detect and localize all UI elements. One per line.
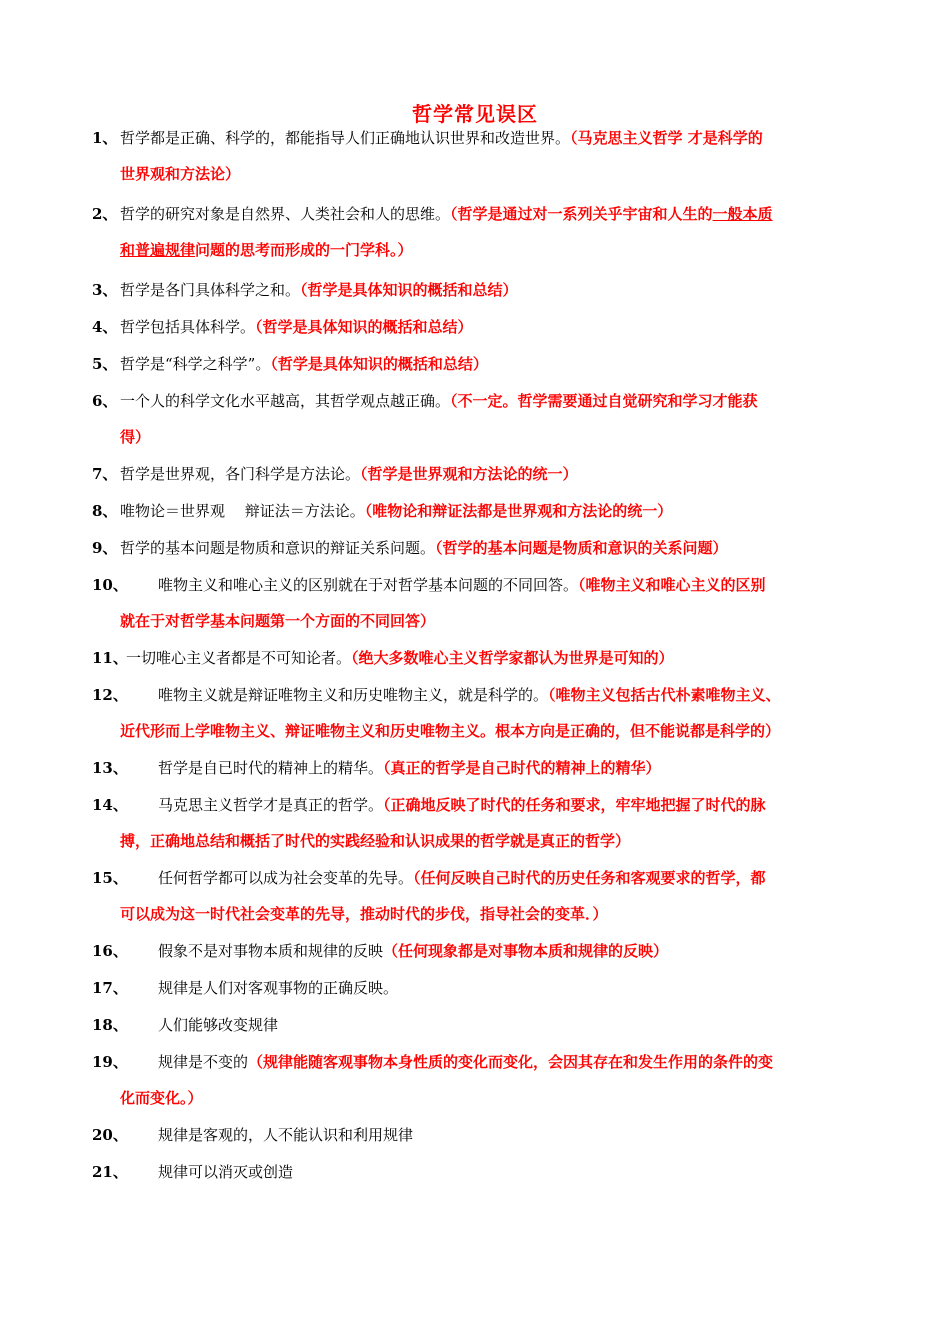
item-number: 11、 <box>92 649 128 667</box>
list-item <box>92 791 868 855</box>
item-correction: （哲学的基本问题是物质和意识的关系问题） <box>435 539 728 557</box>
item-correction: （哲学是世界观和方法论的统一） <box>360 465 578 483</box>
item-number: 1、 <box>92 129 118 147</box>
item-correction: （哲学是具体知识的概括和总结） <box>270 355 488 373</box>
list-item <box>92 276 868 304</box>
item-misconception: 任何哲学都可以成为社会变革的先导。 <box>158 869 414 887</box>
list-item <box>92 1121 868 1149</box>
item-correction: （任何现象都是对事物本质和规律的反映） <box>383 942 669 960</box>
list-item <box>92 313 868 341</box>
item-misconception: 规律是客观的，人不能认识和利用规律 <box>158 1126 414 1144</box>
item-misconception: 规律是不变的 <box>158 1053 249 1071</box>
item-correction: （规律能随客观事物本身性质的变化而变化，会因其存在和发生作用的条件的变 <box>248 1053 774 1071</box>
list-item <box>92 571 868 635</box>
item-misconception: 哲学是“科学之科学”。 <box>120 355 271 373</box>
item-number: 19、 <box>92 1053 128 1071</box>
item-number: 6、 <box>92 392 118 410</box>
list-item <box>92 644 868 672</box>
item-correction-cont: 可以成为这一时代社会变革的先导，推动时代的步伐，指导社会的变革．） <box>120 905 608 923</box>
item-number: 7、 <box>92 465 118 483</box>
list-item <box>92 534 868 562</box>
item-misconception: 唯物主义就是辩证唯物主义和历史唯物主义，就是科学的。 <box>158 686 549 704</box>
item-number: 4、 <box>92 318 118 336</box>
item-number: 13、 <box>92 759 128 777</box>
item-misconception: 规律是人们对客观事物的正确反映。 <box>158 979 399 997</box>
list-item <box>92 937 868 965</box>
item-correction: （真正的哲学是自己时代的精神上的精华） <box>383 759 661 777</box>
list-item <box>92 974 868 1002</box>
item-number: 2、 <box>92 205 118 223</box>
item-correction-underlined: 一般本质 <box>712 205 773 223</box>
list-item <box>92 124 868 188</box>
list-item <box>92 387 868 451</box>
item-number: 18、 <box>92 1016 128 1034</box>
item-correction: （正确地反映了时代的任务和要求，牢牢地把握了时代的脉 <box>383 796 766 814</box>
item-correction-cont: 近代形而上学唯物主义、辩证唯物主义和历史唯物主义。根本方向是正确的，但不能说都是科学的） <box>120 722 781 740</box>
item-misconception: 假象不是对事物本质和规律的反映 <box>158 942 384 960</box>
item-misconception: 一个人的科学文化水平越高，其哲学观点越正确。 <box>120 392 451 410</box>
item-misconception: 哲学是世界观，各门科学是方法论。 <box>120 465 361 483</box>
page-title: 哲学常见误区 <box>412 102 538 126</box>
item-correction: （绝大多数唯心主义哲学家都认为世界是可知的） <box>351 649 674 667</box>
item-correction: （任何反映自己时代的历史任务和客观要求的哲学，都 <box>413 869 766 887</box>
item-number: 21、 <box>92 1163 128 1181</box>
item-misconception: 哲学是自已时代的精神上的精华。 <box>158 759 384 777</box>
item-correction: （不一定。哲学需要通过自觉研究和学习才能获 <box>450 392 758 410</box>
item-correction-cont <box>92 239 868 261</box>
item-correction-text: 问题的思考而形成的一门学科。） <box>195 241 413 259</box>
item-correction: （哲学是通过对一系列关乎宇宙和人生的 <box>450 205 713 223</box>
item-misconception: 哲学包括具体科学。 <box>120 318 256 336</box>
list-item <box>92 1048 868 1112</box>
list-item <box>92 1011 868 1039</box>
item-misconception: 马克思主义哲学才是真正的哲学。 <box>158 796 384 814</box>
item-correction-cont: 就在于对哲学基本问题第一个方面的不同回答） <box>120 612 436 630</box>
item-correction-cont: 得） <box>120 428 151 446</box>
item-misconception: 哲学的研究对象是自然界、人类社会和人的思维。 <box>120 205 451 223</box>
item-misconception: 规律可以消灭或创造 <box>158 1163 294 1181</box>
item-number: 10、 <box>92 576 128 594</box>
item-correction-cont: 搏，正确地总结和概括了时代的实践经验和认识成果的哲学就是真正的哲学） <box>120 832 631 850</box>
item-number: 17、 <box>92 979 128 997</box>
item-misconception: 人们能够改变规律 <box>158 1016 279 1034</box>
item-correction: （唯物论和辩证法都是世界观和方法论的统一） <box>364 502 673 520</box>
item-correction: （唯物主义包括古代朴素唯物主义、 <box>548 686 781 704</box>
item-misconception: 唯物主义和唯心主义的区别就在于对哲学基本问题的不同回答。 <box>158 576 579 594</box>
item-correction: （哲学是具体知识的概括和总结） <box>255 318 473 336</box>
item-correction-cont: 化而变化。） <box>120 1089 203 1107</box>
misconception-list <box>92 124 868 1186</box>
item-correction: （唯物主义和唯心主义的区别 <box>578 576 766 594</box>
list-item <box>92 497 868 525</box>
list-item <box>92 350 868 378</box>
item-misconception: 哲学的基本问题是物质和意识的辩证关系问题。 <box>120 539 436 557</box>
item-number: 12、 <box>92 686 128 704</box>
item-misconception: 一切唯心主义者都是不可知论者。 <box>126 649 352 667</box>
item-number: 15、 <box>92 869 128 887</box>
item-number: 3、 <box>92 281 118 299</box>
item-number: 20、 <box>92 1126 128 1144</box>
list-item <box>92 754 868 782</box>
item-correction-cont: 世界观和方法论） <box>120 165 241 183</box>
list-item <box>92 681 868 745</box>
item-number: 8、 <box>92 502 118 520</box>
item-number: 14、 <box>92 796 128 814</box>
list-item <box>92 200 868 264</box>
item-number: 5、 <box>92 355 118 373</box>
list-item <box>92 1158 868 1186</box>
item-correction-underlined: 和普遍规律 <box>120 241 196 259</box>
item-misconception: 哲学是各门具体科学之和。 <box>120 281 301 299</box>
item-correction: （马克思主义哲学 才是科学的 <box>570 129 763 147</box>
item-correction: （哲学是具体知识的概括和总结） <box>300 281 518 299</box>
item-misconception: 唯物论＝世界观 辩证法＝方法论。 <box>120 502 365 520</box>
item-number: 9、 <box>92 539 118 557</box>
list-item <box>92 460 868 488</box>
list-item <box>92 864 868 928</box>
item-misconception: 哲学都是正确、科学的，都能指导人们正确地认识世界和改造世界。 <box>120 129 571 147</box>
item-number: 16、 <box>92 942 128 960</box>
